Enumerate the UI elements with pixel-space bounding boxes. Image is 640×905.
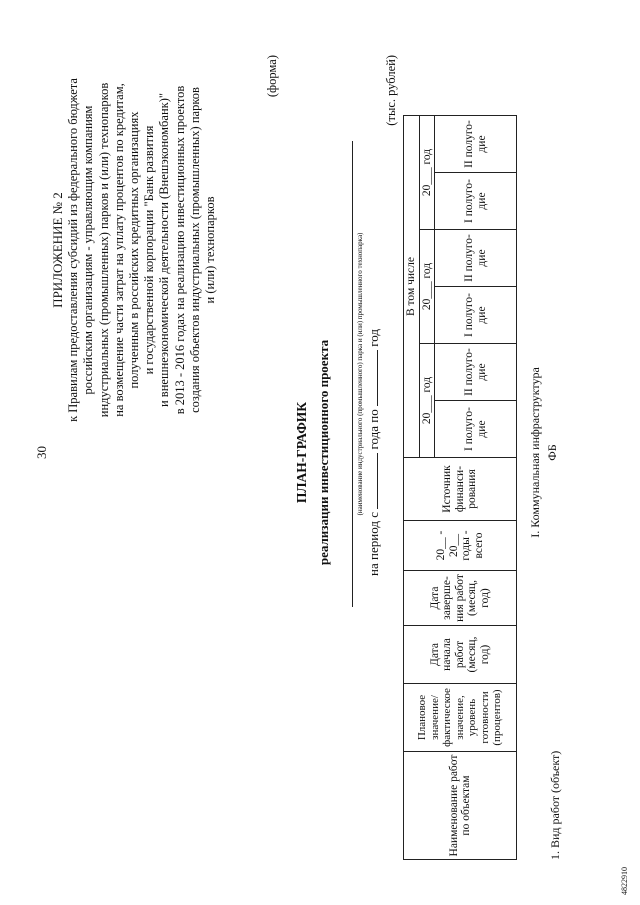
header-year-3: 20___ год bbox=[419, 116, 435, 230]
period-middle: года по bbox=[366, 409, 381, 450]
form-label: (форма) bbox=[265, 55, 279, 98]
header-end-date: Дата заверше-ния работ (месяц, год) bbox=[404, 571, 517, 626]
header-half-2: II полуго-дие bbox=[435, 116, 517, 173]
header-half-1: I полуго-дие bbox=[435, 401, 517, 458]
appendix-line: на возмещение части затрат на уплату процентов по кредитам, bbox=[111, 83, 126, 417]
appendix-title: ПРИЛОЖЕНИЕ № 2 bbox=[50, 192, 65, 308]
appendix-line: создания объектов индустриальных (промышленных) парков bbox=[187, 87, 202, 413]
plan-title: ПЛАН-ГРАФИК bbox=[294, 401, 309, 504]
header-funding-source: Источник финанси-рования bbox=[404, 458, 517, 521]
period-start-blank bbox=[377, 453, 378, 509]
work-item: 1. Вид работ (объект) bbox=[548, 750, 562, 860]
appendix-line: и (или) технопарков bbox=[203, 196, 218, 304]
plan-subtitle: реализации инвестиционного проекта bbox=[316, 339, 331, 566]
period-end-blank bbox=[377, 350, 378, 406]
header-start-date: Дата начала работ (месяц, год) bbox=[404, 626, 517, 684]
appendix-line: и государственной корпорации "Банк развития bbox=[142, 125, 157, 375]
page-number: 30 bbox=[34, 446, 49, 459]
header-half-2: II полуго-дие bbox=[435, 344, 517, 401]
period-line bbox=[366, 0, 382, 905]
header-work-name: Наименование работ по объектам bbox=[404, 752, 517, 860]
header-half-2: II полуго-дие bbox=[435, 230, 517, 287]
park-name-line bbox=[352, 141, 353, 607]
header-total-years: 20__ - 20__ годы - всего bbox=[404, 521, 517, 571]
header-year-2: 20___ год bbox=[419, 230, 435, 344]
appendix-line: к Правилам предоставления субсидий из федерального бюджета bbox=[66, 78, 81, 422]
park-name-caption: (наименование индустриального (промышленного) парка и (или) промышленного технопарка) bbox=[356, 232, 364, 516]
appendix-line: индустриальных (промышленных) парков и (или) технопарков bbox=[96, 82, 111, 418]
header-year-1: 20___ год bbox=[419, 344, 435, 458]
header-including: В том числе bbox=[404, 116, 420, 458]
period-prefix: на период с bbox=[366, 512, 381, 576]
header-half-1: I полуго-дие bbox=[435, 173, 517, 230]
appendix-line: полученным в российских кредитных организациях bbox=[127, 111, 142, 389]
header-plan-value: Плановое значение/ фактическое значение, уровень готовности (процентов) bbox=[404, 684, 517, 752]
document-code: 4822910 bbox=[620, 867, 629, 895]
section-title: I. Коммунальная инфраструктура bbox=[528, 367, 542, 538]
fb-label: ФБ bbox=[545, 444, 559, 461]
period-suffix: год bbox=[366, 329, 381, 347]
units-label: (тыс. рублей) bbox=[384, 55, 398, 126]
appendix-header bbox=[50, 50, 218, 450]
schedule-table bbox=[403, 115, 517, 860]
appendix-line: и внешнеэкономической деятельности (Внешэкономбанк)" bbox=[157, 93, 172, 408]
appendix-line: российским организациям - управляющим компаниям bbox=[81, 105, 96, 395]
header-half-1: I полуго-дие bbox=[435, 287, 517, 344]
appendix-line: в 2013 - 2016 годах на реализацию инвестиционных проектов bbox=[172, 85, 187, 415]
